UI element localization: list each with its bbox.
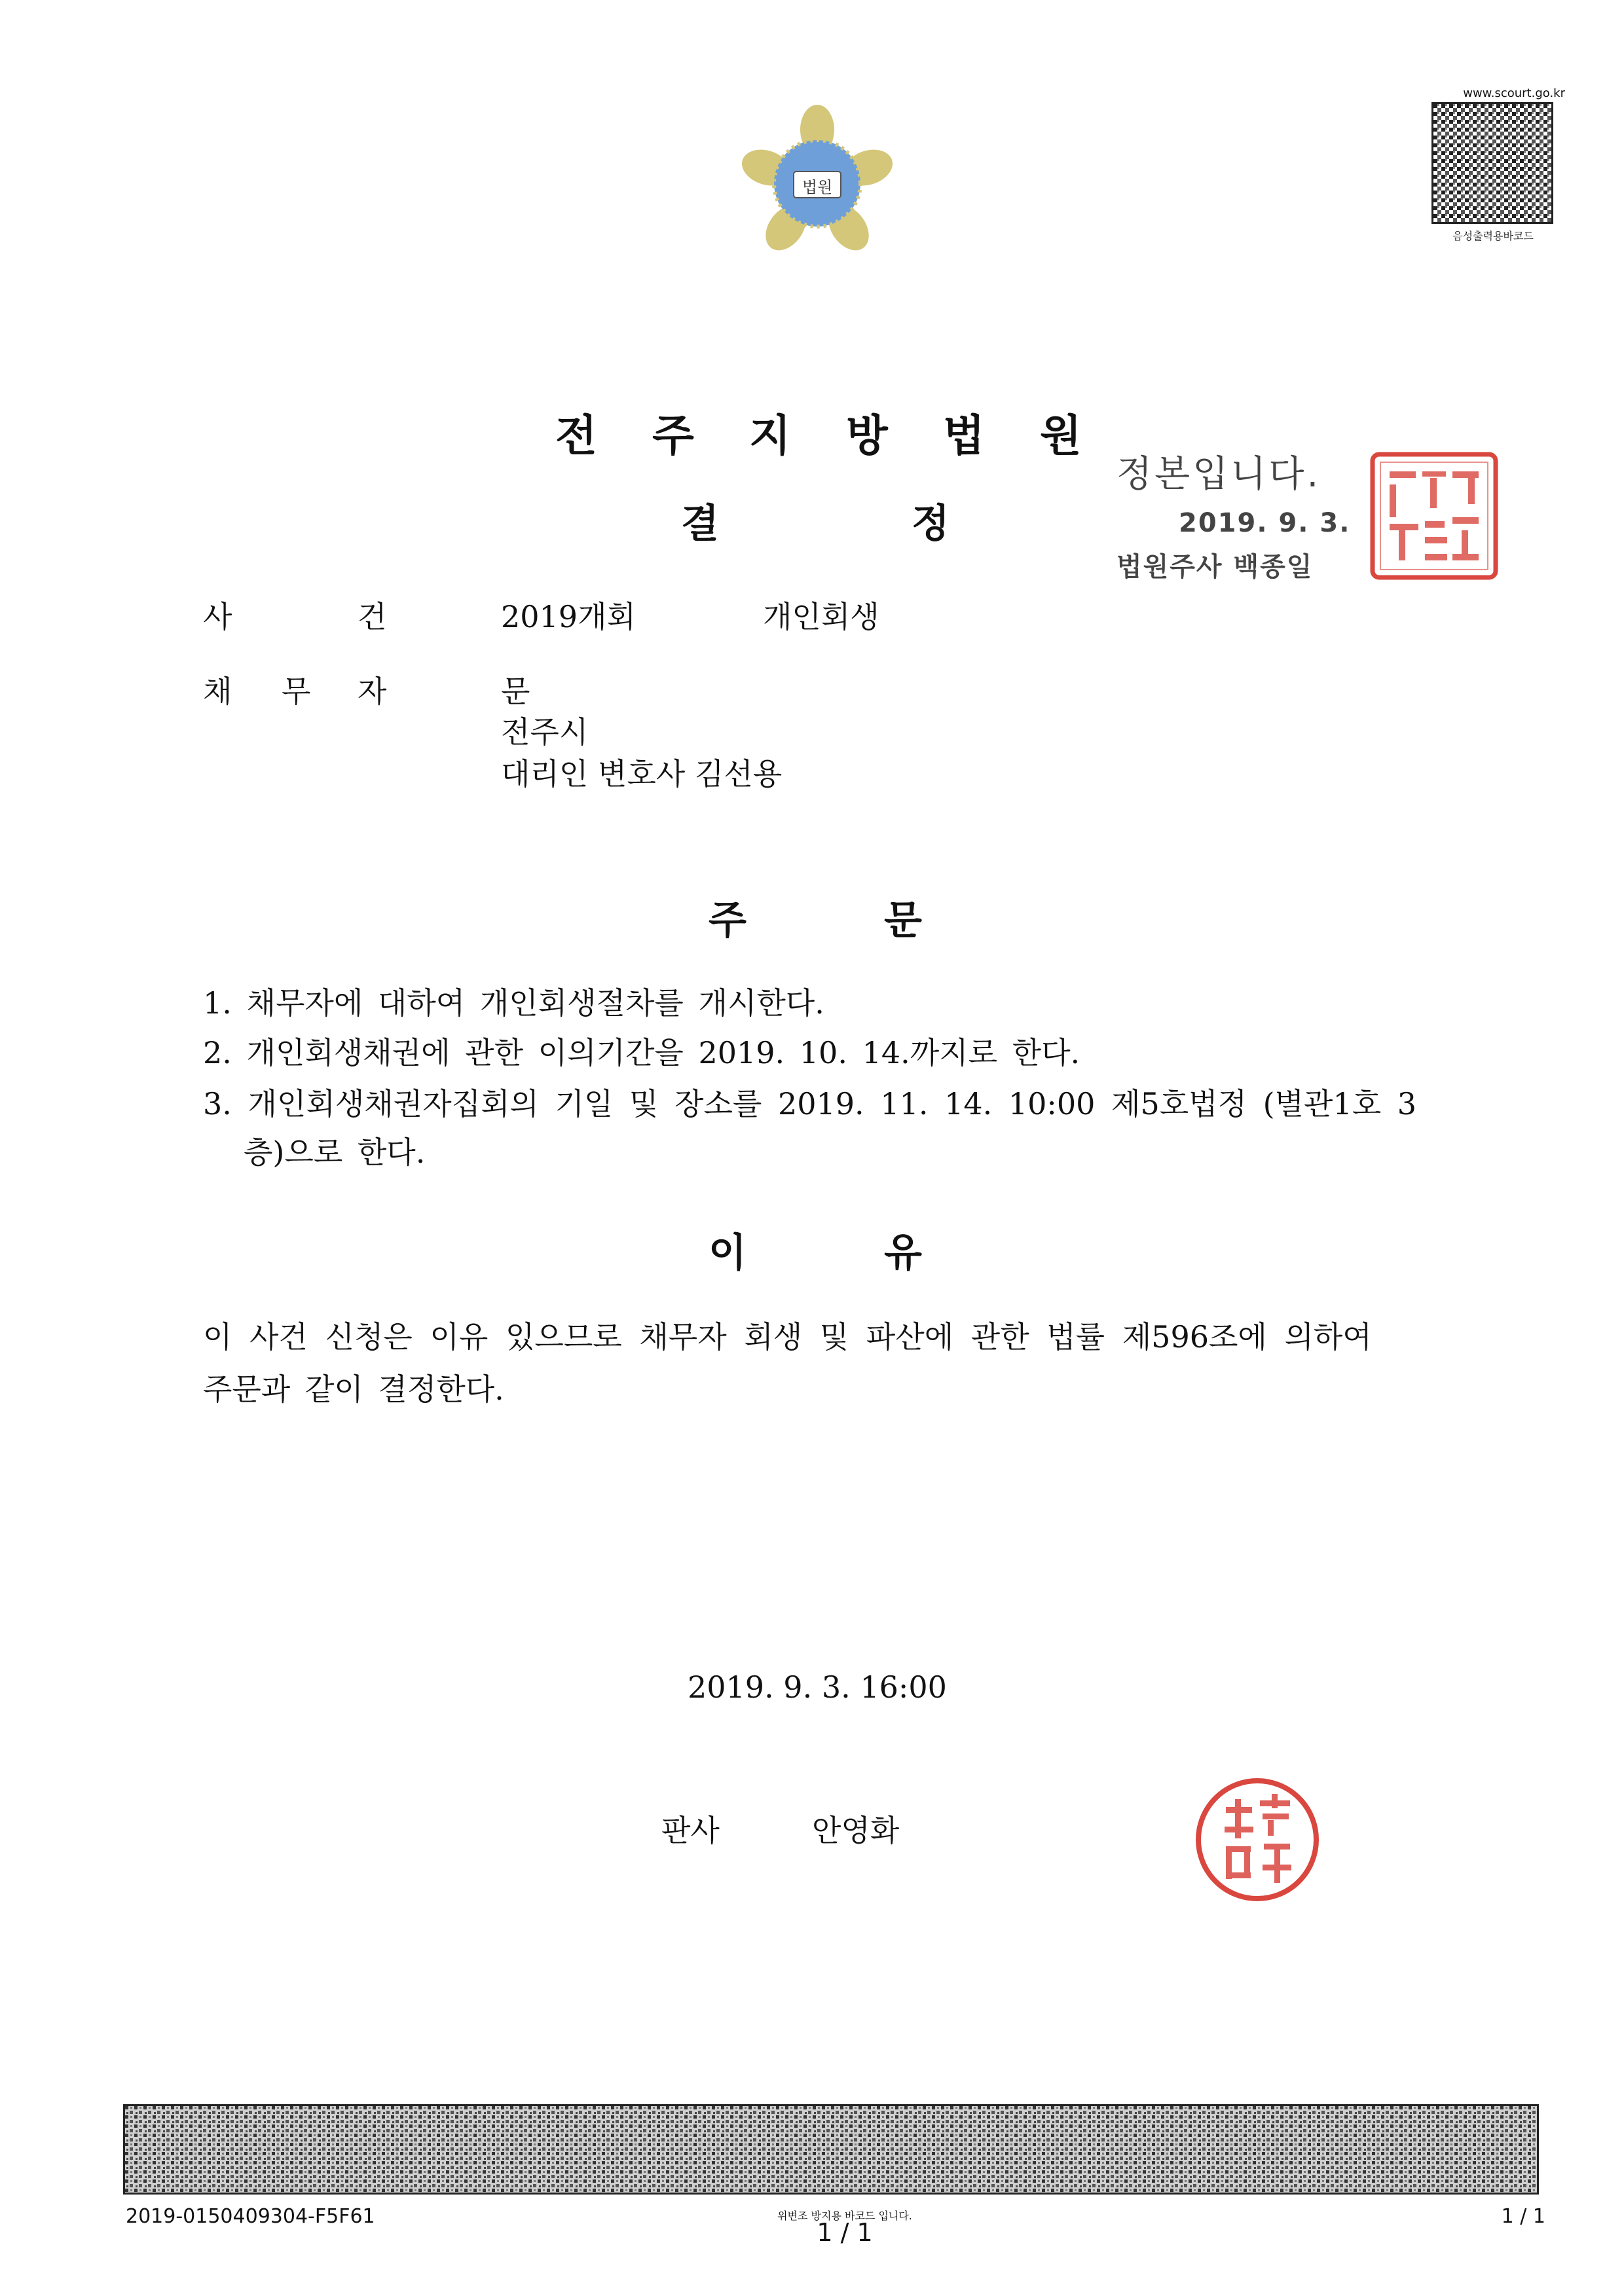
anti-forgery-barcode-icon xyxy=(123,2104,1539,2195)
debtor-label-char: 자 xyxy=(358,674,387,709)
page-indicator: 1 / 1 xyxy=(1501,2205,1545,2228)
heading-char: 결 xyxy=(681,501,719,547)
reason-heading-char: 유 xyxy=(884,1230,922,1276)
judge-name: 안영화 xyxy=(812,1813,900,1848)
title-char: 법 xyxy=(943,410,985,461)
decision-datetime: 2019. 9. 3. 16:00 xyxy=(688,1669,947,1705)
order-heading-char: 주 xyxy=(709,898,747,943)
case-label-char: 사 xyxy=(203,599,232,634)
reason-heading-char: 이 xyxy=(709,1230,747,1276)
court-emblem-icon xyxy=(739,103,896,261)
document-id: 2019-0150409304-F5F61 xyxy=(126,2205,375,2228)
judge-title: 판사 xyxy=(661,1813,720,1848)
certified-date: 2019. 9. 3. xyxy=(1179,508,1351,538)
judge-seal-icon xyxy=(1192,1774,1323,1905)
debtor-label-char: 무 xyxy=(282,674,311,709)
emblem-label: 법원 xyxy=(802,178,833,196)
certifying-clerk: 법원주사 백종일 xyxy=(1116,552,1314,582)
case-type: 개인회생 xyxy=(763,599,879,634)
court-seal-icon xyxy=(1370,452,1498,580)
heading-char: 정 xyxy=(912,501,950,547)
title-char: 원 xyxy=(1040,410,1082,461)
title-char: 방 xyxy=(846,410,888,461)
title-char: 주 xyxy=(652,410,694,461)
debtor-representative: 대리인 변호사 김선용 xyxy=(501,756,783,792)
reason-line: 주문과 같이 결정한다. xyxy=(203,1372,504,1407)
qr-url-text: www.scourt.go.kr xyxy=(1463,86,1565,100)
order-item: 3. 개인회생채권자집회의 기일 및 장소를 2019. 11. 14. 10:00 제5호법정 (별관1호 3 xyxy=(203,1086,1417,1121)
page-indicator-center: 1 / 1 xyxy=(817,2218,873,2247)
order-heading-char: 문 xyxy=(884,898,922,943)
case-number: 2019개회 xyxy=(501,599,636,634)
reason-line: 이 사건 신청은 이유 있으므로 채무자 회생 및 파산에 관한 법률 제596조에 의하여 xyxy=(203,1319,1372,1355)
order-item: 1. 채무자에 대하여 개인회생절차를 개시한다. xyxy=(203,985,824,1021)
certified-copy-text: 정본입니다. xyxy=(1116,453,1321,496)
debtor-name: 문 xyxy=(501,674,530,709)
debtor-address: 전주시 xyxy=(501,714,589,750)
forgery-note: 위변조 방지용 바코드 입니다. xyxy=(777,2210,912,2222)
case-label-char: 건 xyxy=(358,599,387,634)
qr-caption: 음성출력용바코드 xyxy=(1452,230,1534,242)
title-char: 전 xyxy=(555,410,597,461)
qr-code-icon xyxy=(1431,102,1553,224)
debtor-label-char: 채 xyxy=(203,674,232,709)
title-char: 지 xyxy=(749,410,791,461)
order-item-continuation: 층)으로 한다. xyxy=(244,1135,426,1170)
order-item: 2. 개인회생채권에 관한 이의기간을 2019. 10. 14.까지로 한다. xyxy=(203,1035,1080,1070)
